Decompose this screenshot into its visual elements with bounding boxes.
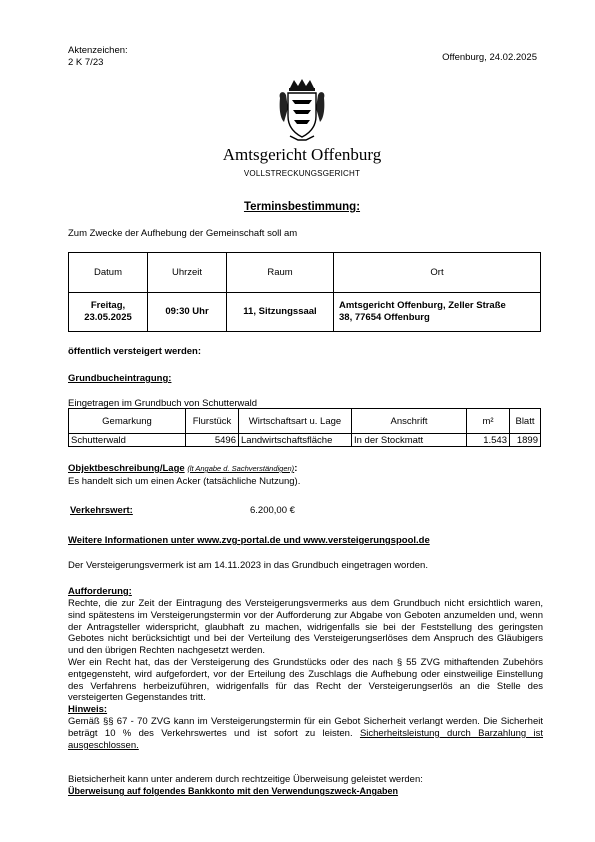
objekt-text: Es handelt sich um einen Acker (tatsächliche Nutzung). bbox=[68, 476, 301, 487]
termin-row bbox=[69, 293, 541, 332]
aktenzeichen-block bbox=[68, 45, 128, 69]
col-flurstueck: Flurstück bbox=[186, 409, 239, 434]
col-raum: Raum bbox=[227, 253, 334, 293]
verkehrswert-value: 6.200,00 € bbox=[250, 505, 295, 516]
objekt-heading-note: (lt Angabe d. Sachverständigen) bbox=[187, 464, 295, 473]
cell-qm: 1.543 bbox=[467, 434, 510, 447]
termin-header-row bbox=[69, 253, 541, 293]
col-blatt: Blatt bbox=[510, 409, 541, 434]
objekt-heading: Objektbeschreibung/Lage (lt Angabe d. Sachverständigen): bbox=[68, 463, 298, 474]
hinweis-heading: Hinweis: bbox=[68, 704, 108, 716]
aktenzeichen-value: 2 K 7/23 bbox=[68, 57, 104, 68]
cell-gemarkung: Schutterwald bbox=[69, 434, 186, 447]
document-title: Terminsbestimmung: bbox=[243, 201, 361, 213]
weitere-info-link[interactable]: Weitere Informationen unter www.zvg-portal.de und www.versteigerungspool.de bbox=[68, 535, 430, 546]
cell-blatt: 1899 bbox=[510, 434, 541, 447]
col-qm: m² bbox=[467, 409, 510, 434]
cell-raum: 11, Sitzungssaal bbox=[227, 293, 334, 332]
intro-text: Zum Zwecke der Aufhebung der Gemeinschaft soll am bbox=[68, 228, 298, 239]
col-wirtschaftsart: Wirtschaftsart u. Lage bbox=[239, 409, 352, 434]
hinweis-text: Gemäß §§ 67 - 70 ZVG kann im Versteigerungstermin für ein Gebot Sicherheit verlangt werden. Die Sicherheit beträgt 10 % des Verkehrswertes und ist sofort zu leisten. Sicherheitsleistung durch Barzahlung ist ausgeschlossen. bbox=[68, 715, 544, 751]
vermerk-text: Der Versteigerungsvermerk ist am 14.11.2023 in das Grundbuch eingetragen worden. bbox=[68, 560, 428, 571]
cell-datum: Freitag, 23.05.2025 bbox=[69, 293, 148, 332]
place-date: Offenburg, 24.02.2025 bbox=[442, 52, 537, 63]
cell-wirtschaftsart: Landwirtschaftsfläche bbox=[239, 434, 352, 447]
court-department: VOLLSTRECKUNGSGERICHT bbox=[243, 169, 361, 178]
coat-of-arms-icon bbox=[276, 78, 328, 144]
aufforderung-body bbox=[68, 598, 543, 751]
col-ort: Ort bbox=[334, 253, 541, 293]
aktenzeichen-label: Aktenzeichen: bbox=[68, 45, 128, 56]
court-name: Amtsgericht Offenburg bbox=[222, 145, 382, 164]
table-row bbox=[69, 434, 541, 447]
versteigerung-statement: öffentlich versteigert werden: bbox=[68, 346, 202, 357]
col-datum: Datum bbox=[69, 253, 148, 293]
grundbuch-heading: Grundbucheintragung: bbox=[68, 373, 172, 384]
hinweis-underlined: Sicherheitsleistung durch Barzahlung ist ausgeschlossen. bbox=[68, 727, 544, 751]
col-gemarkung: Gemarkung bbox=[69, 409, 186, 434]
grundbuch-eingetragen: Eingetragen im Grundbuch von Schutterwald bbox=[68, 398, 258, 409]
grundbuch-table bbox=[68, 408, 541, 447]
cell-uhrzeit: 09:30 Uhr bbox=[148, 293, 227, 332]
col-uhrzeit: Uhrzeit bbox=[148, 253, 227, 293]
aufforderung-p1: Rechte, die zur Zeit der Eintragung des Versteigerungsvermerks aus dem Grundbuch nicht ersichtlich waren, sind spätestens im Versteigerungstermin vor der Aufforderung zur Abgabe von Geboten anzumelden und, wenn der Antragsteller widerspricht, glaubhaft zu machen, widrigenfalls sie bei der Feststellung des geringsten Gebotes nicht berücksichtigt und bei der Verteilung des Versteigerungserlöses dem Anspruch des Gläubigers und den übrigen Rechten nachgesetzt werden. bbox=[68, 598, 543, 657]
cell-ort: Amtsgericht Offenburg, Zeller Straße 38, 77654 Offenburg bbox=[334, 293, 541, 332]
cell-anschrift: In der Stockmatt bbox=[352, 434, 467, 447]
verkehrswert-label: Verkehrswert: bbox=[70, 505, 133, 516]
bietsicherheit-text: Bietsicherheit kann unter anderem durch rechtzeitige Überweisung geleistet werden: bbox=[68, 774, 423, 785]
col-anschrift: Anschrift bbox=[352, 409, 467, 434]
aufforderung-heading: Aufforderung: bbox=[68, 586, 132, 597]
cell-flurstueck: 5496 bbox=[186, 434, 239, 447]
aufforderung-p2: Wer ein Recht hat, das der Versteigerung des Grundstücks oder des nach § 55 ZVG mithaftenden Zubehörs entgegensteht, wird aufgefordert, vor der Erteilung des Zuschlags die Aufhebung oder einstweilige Einstellung des Verfahrens herbeizuführen, widrigenfalls für das Recht der Versteigerungserlös an die Stelle des versteigerten Gegenstandes tritt. bbox=[68, 656, 543, 704]
grundbuch-header-row bbox=[69, 409, 541, 434]
termin-table bbox=[68, 252, 541, 332]
ueberweisung-heading: Überweisung auf folgendes Bankkonto mit den Verwendungszweck-Angaben bbox=[68, 786, 399, 796]
